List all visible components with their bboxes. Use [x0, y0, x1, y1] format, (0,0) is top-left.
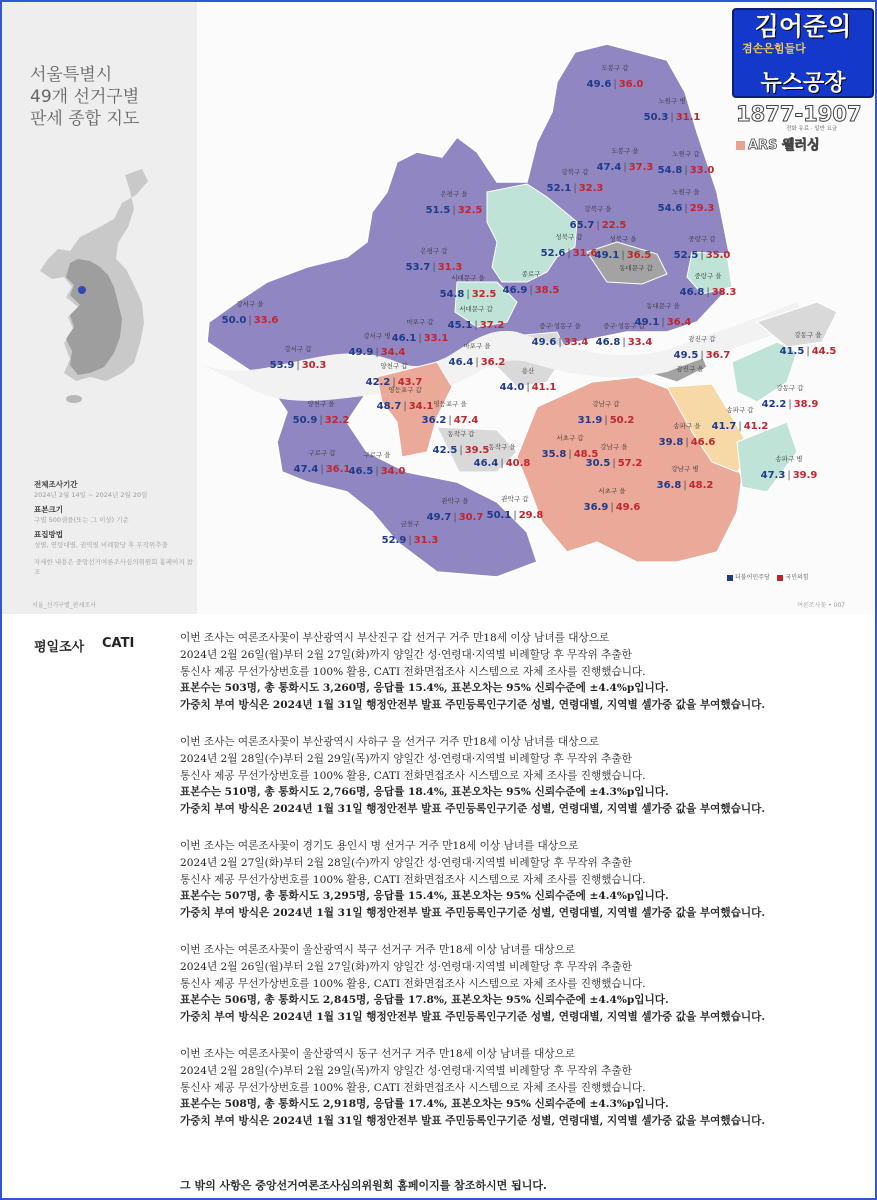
district-label	[422, 400, 479, 427]
survey-paragraph	[180, 1046, 870, 1130]
ppp-share: 35.0	[705, 250, 731, 261]
ppp-share: 38.5	[534, 285, 560, 296]
value-separator: |	[604, 415, 608, 426]
map-page	[2, 2, 875, 614]
district-label	[449, 342, 506, 369]
dem-share: 30.5	[585, 458, 611, 469]
district-name: 강북구 갑	[561, 168, 589, 176]
legend-dem: 더불어민주당	[735, 574, 770, 581]
dem-share: 54.6	[657, 203, 683, 214]
value-separator: |	[319, 415, 323, 426]
paragraph-line-bold: 표본수는 507명, 총 통화시도 3,295명, 응답률 15.4%, 표본오차는 95% 신뢰수준에 ±4.4%p입니다.	[180, 890, 669, 903]
ppp-share: 36.2	[480, 357, 506, 368]
ppp-share: 33.0	[689, 165, 715, 176]
district-name: 성북구 갑	[555, 233, 583, 241]
value-separator: |	[500, 458, 504, 469]
dem-share: 36.9	[583, 502, 609, 513]
value-separator: |	[612, 458, 616, 469]
district-name: 금천구	[400, 520, 420, 528]
paragraph-line-bold: 가중치 부여 방식은 2024년 1월 31일 행정안전부 발표 주민등록인구기준 성별, 연령대별, 지역별 셀가중 값을 부여했습니다.	[180, 803, 766, 816]
sample-size-value: 구별 500샘플(또는 그 이상) 기준	[34, 516, 129, 524]
district-name: 광진구 을	[676, 365, 704, 373]
ppp-share: 37.3	[628, 162, 654, 173]
dem-share: 49.5	[673, 350, 699, 361]
value-separator: |	[700, 250, 704, 261]
logo-line3: 뉴스공장	[760, 71, 846, 96]
ppp-share: 29.8	[518, 510, 544, 521]
survey-method-page	[2, 614, 875, 1198]
district-name: 양천구 을	[307, 400, 335, 408]
dem-share: 65.7	[569, 220, 595, 231]
district-label	[712, 406, 769, 433]
district-label	[440, 274, 497, 301]
dem-share: 47.3	[760, 470, 786, 481]
district-name: 노원구 을	[672, 188, 700, 196]
district-label	[426, 190, 483, 217]
value-separator: |	[806, 346, 810, 357]
paragraph-line: 통신사 제공 무선가상번호를 100% 활용, CATI 전화면접조사 시스템으로 자체 조사를 진행했습니다.	[180, 665, 646, 678]
district-name: 동대문구 을	[646, 302, 680, 310]
dem-share: 49.9	[348, 347, 374, 358]
dem-share: 46.8	[595, 337, 621, 348]
district-label	[500, 367, 557, 394]
district-label	[406, 247, 463, 274]
ppp-share: 47.4	[453, 415, 479, 426]
district-label	[658, 188, 715, 215]
sampling-method	[34, 530, 168, 550]
value-separator: |	[573, 183, 577, 194]
logo-line1: 김어준의	[754, 12, 852, 41]
district-name: 광진구 갑	[688, 335, 716, 343]
district-label	[586, 443, 643, 470]
survey-paragraph	[180, 942, 870, 1026]
value-separator: |	[621, 250, 625, 261]
district-name: 서초구 갑	[556, 434, 584, 442]
title-line: 49개 선거구별	[30, 87, 140, 107]
district-name: 노원구 갑	[672, 150, 700, 158]
value-separator: |	[296, 360, 300, 371]
ppp-share: 50.2	[609, 415, 635, 426]
district-name: 양천구 갑	[380, 362, 408, 370]
ppp-share: 38.9	[793, 399, 819, 410]
ppp-share: 36.5	[626, 250, 652, 261]
value-separator: |	[661, 317, 665, 328]
dem-share: 46.8	[679, 287, 705, 298]
district-label	[349, 451, 406, 478]
value-separator: |	[320, 464, 324, 475]
district-label	[293, 400, 350, 427]
ppp-share: 57.2	[617, 458, 643, 469]
district-label	[382, 520, 439, 547]
logo-phone-sub: 전화 유료 · 일반 요금	[786, 126, 838, 132]
value-separator: |	[596, 220, 600, 231]
dem-share: 42.2	[761, 399, 787, 410]
ppp-share: 38.3	[711, 287, 737, 298]
value-separator: |	[403, 401, 407, 412]
district-name: 용산	[521, 367, 535, 375]
legend-ppp: 국민의힘	[785, 574, 809, 581]
title-line: 판세 종합 지도	[30, 109, 140, 129]
paragraph-line: 2024년 2월 26일(월)부터 2월 27일(화)까지 양일간 성·연령대·지역별 비례할당 후 무작위 추출한	[180, 648, 632, 661]
ppp-share: 48.5	[573, 449, 599, 460]
dem-share: 49.6	[586, 79, 612, 90]
value-separator: |	[706, 287, 710, 298]
district-name: 영등포구 을	[433, 400, 467, 408]
sample-size	[34, 505, 129, 525]
paragraph-line: 통신사 제공 무선가상번호를 100% 활용, CATI 전화면접조사 시스템으로 자체 조사를 진행했습니다.	[180, 769, 646, 782]
dem-share: 42.5	[432, 445, 458, 456]
dem-share: 50.9	[292, 415, 318, 426]
dem-share: 41.7	[711, 421, 737, 432]
dem-share: 35.8	[541, 449, 567, 460]
ppp-share: 33.4	[627, 337, 653, 348]
value-separator: |	[623, 162, 627, 173]
survey-period-value: 2024년 2월 14일 ~ 2024년 2월 20일	[34, 491, 148, 499]
value-separator: |	[408, 535, 412, 546]
value-separator: |	[788, 399, 792, 410]
dem-share: 52.9	[381, 535, 407, 546]
district-name: 마포구 갑	[406, 318, 434, 326]
ppp-share: 32.3	[578, 183, 604, 194]
district-label	[644, 97, 701, 124]
paragraph-line: 이번 조사는 여론조사꽃이 울산광역시 동구 선거구 거주 만18세 이상 남녀를 대상으로	[180, 1048, 576, 1060]
district-label	[547, 168, 604, 195]
dem-share: 45.1	[447, 320, 473, 331]
ppp-share: 30.7	[458, 512, 484, 523]
value-separator: |	[670, 112, 674, 123]
district-label	[761, 455, 818, 482]
paragraph-line: 통신사 제공 무선가상번호를 100% 활용, CATI 전화면접조사 시스템으로 자체 조사를 진행했습니다.	[180, 977, 646, 990]
value-separator: |	[613, 79, 617, 90]
paragraph-line: 이번 조사는 여론조사꽃이 부산광역시 사하구 을 선거구 거주 만18세 이상 남녀를 대상으로	[180, 736, 599, 748]
closing-note: 그 밖의 사항은 중앙선거여론조사심의위원회 홈페이지를 참조하시면 됩니다.	[180, 1179, 547, 1192]
dem-share: 53.9	[269, 360, 295, 371]
value-separator: |	[558, 337, 562, 348]
dem-share: 52.1	[546, 183, 572, 194]
value-separator: |	[685, 437, 689, 448]
ppp-share: 46.6	[690, 437, 716, 448]
value-separator: |	[452, 205, 456, 216]
district-name: 은평구 갑	[420, 247, 448, 255]
value-separator: |	[622, 337, 626, 348]
dem-share: 46.9	[502, 285, 528, 296]
district-name: 중랑구 갑	[688, 235, 716, 243]
ppp-share: 31.3	[413, 535, 439, 546]
survey-paragraph	[180, 838, 870, 922]
district-name: 서대문구 갑	[459, 305, 493, 313]
broadcast-logo	[724, 2, 875, 162]
value-separator: |	[610, 502, 614, 513]
korea-peninsula-minimap	[30, 167, 160, 407]
value-separator: |	[466, 289, 470, 300]
dem-share: 54.8	[657, 165, 683, 176]
district-label	[674, 235, 731, 262]
paragraph-line-bold: 표본수는 510명, 총 통화시도 2,766명, 응답률 18.4%, 표본오차는 95% 신뢰수준에 ±4.3%p입니다.	[180, 786, 669, 799]
value-separator: |	[684, 203, 688, 214]
dem-share: 47.4	[596, 162, 622, 173]
value-separator: |	[375, 347, 379, 358]
value-separator: |	[684, 165, 688, 176]
district-label	[780, 331, 837, 358]
ppp-share: 30.3	[301, 360, 327, 371]
district-label	[570, 205, 627, 232]
district-name: 강남구 병	[671, 465, 699, 473]
value-separator: |	[529, 285, 533, 296]
ppp-share: 33.4	[563, 337, 589, 348]
survey-period-label: 전체조사기간	[34, 480, 78, 489]
paragraph-line: 2024년 2월 28일(수)부터 2월 29일(목)까지 양일간 성·연령대·지역별 비례할당 후 무작위 추출한	[180, 1064, 632, 1077]
dem-share: 49.1	[594, 250, 620, 261]
value-separator: |	[375, 466, 379, 477]
paragraph-line: 통신사 제공 무선가상번호를 100% 활용, CATI 전화면접조사 시스템으로 자체 조사를 진행했습니다.	[180, 1081, 646, 1094]
ppp-share: 34.1	[408, 401, 434, 412]
footer-right: 여론조사꽃 • 007	[797, 602, 845, 609]
district-name: 강남구 갑	[592, 400, 620, 408]
paragraph-line-bold: 표본수는 503명, 총 통화시도 3,260명, 응답률 15.4%, 표본오차는 95% 신뢰수준에 ±4.4%p입니다.	[180, 682, 669, 695]
paragraph-line: 2024년 2월 28일(수)부터 2월 29일(목)까지 양일간 성·연령대·지역별 비례할당 후 무작위 추출한	[180, 752, 632, 765]
map-title	[30, 64, 190, 130]
district-name: 동대문구 갑	[619, 264, 653, 272]
ppp-share: 36.4	[666, 317, 692, 328]
district-label	[596, 322, 653, 349]
value-separator: |	[683, 480, 687, 491]
dem-share: 48.7	[376, 401, 402, 412]
dem-share: 36.2	[421, 415, 447, 426]
dem-share: 36.8	[656, 480, 682, 491]
district-label	[584, 487, 641, 514]
district-label	[619, 264, 652, 272]
ppp-share: 29.3	[689, 203, 715, 214]
ppp-share: 31.1	[675, 112, 701, 123]
value-separator: |	[700, 350, 704, 361]
district-name: 서대문구 을	[451, 274, 485, 282]
district-label	[448, 305, 505, 332]
logo-line2: 겸손은힘들다	[742, 42, 806, 55]
dem-share: 49.7	[426, 512, 452, 523]
value-separator: |	[526, 382, 530, 393]
district-label	[674, 335, 731, 362]
dem-share: 50.3	[643, 112, 669, 123]
dem-share: 31.9	[577, 415, 603, 426]
district-label	[658, 150, 715, 177]
value-separator: |	[392, 377, 396, 388]
dem-share: 46.5	[348, 466, 374, 477]
dem-share: 52.5	[673, 250, 699, 261]
ppp-share: 43.7	[397, 377, 423, 388]
sampling-method-label: 표집방법	[34, 530, 63, 539]
district-name: 강서구 갑	[284, 345, 312, 353]
dem-share: 51.5	[425, 205, 451, 216]
district-label	[676, 365, 703, 373]
district-name: 구로구 갑	[308, 449, 336, 457]
ppp-share: 37.2	[479, 320, 505, 331]
district-label	[532, 322, 589, 349]
district-name: 성북구 을	[609, 235, 637, 243]
dem-share: 46.4	[473, 458, 499, 469]
district-name: 노원구 병	[658, 97, 686, 105]
dem-share: 39.8	[658, 437, 684, 448]
logo-ars	[736, 134, 820, 153]
district-name: 강서구 을	[236, 300, 264, 308]
paragraph-line-bold: 가중치 부여 방식은 2024년 1월 31일 행정안전부 발표 주민등록인구기준 성별, 연령대별, 지역별 셀가중 값을 부여했습니다.	[180, 907, 766, 920]
paragraph-line-bold: 표본수는 508명, 총 통화시도 2,918명, 응답률 17.4%, 표본오차는 95% 신뢰수준에 ±4.3%p입니다.	[180, 1098, 669, 1111]
ppp-share: 34.4	[380, 347, 406, 358]
paragraph-line: 2024년 2월 27일(화)부터 2월 28일(수)까지 양일간 성·연령대·지역별 비례할당 후 무작위 추출한	[180, 856, 632, 869]
logo-badge	[732, 8, 874, 98]
ppp-share: 44.5	[811, 346, 837, 357]
district-name: 종로구	[521, 270, 541, 278]
district-name: 도봉구 갑	[601, 64, 629, 72]
dem-share: 46.1	[391, 333, 417, 344]
ppp-share: 31.3	[437, 262, 463, 273]
value-separator: |	[453, 512, 457, 523]
sampling-method-value: 성별, 연령대별, 권역별 비례할당 후 무작위추출	[34, 541, 168, 549]
left-info-panel	[2, 2, 197, 614]
district-label	[541, 233, 598, 260]
value-separator: |	[787, 470, 791, 481]
paragraph-line: 이번 조사는 여론조사꽃이 경기도 용인시 병 선거구 거주 만18세 이상 남녀를 대상으로	[180, 840, 579, 852]
ppp-share: 39.9	[792, 470, 818, 481]
footer-left: 서울_선거구별_판세조사	[32, 602, 96, 609]
ppp-share: 49.6	[615, 502, 641, 513]
value-separator: |	[513, 510, 517, 521]
district-name: 관악구 을	[441, 497, 469, 505]
district-name: 송파구 갑	[726, 406, 754, 414]
district-name: 동작구 을	[488, 443, 516, 451]
legend	[727, 572, 809, 581]
ppp-share: 22.5	[601, 220, 627, 231]
district-label	[597, 147, 654, 174]
district-label	[587, 64, 644, 91]
value-separator: |	[248, 315, 252, 326]
method-value: CATI	[102, 636, 135, 651]
district-name: 강북구 을	[584, 205, 612, 213]
dem-share: 53.7	[405, 262, 431, 273]
dem-share: 50.1	[486, 510, 512, 521]
paragraph-line-bold: 표본수는 506명, 총 통화시도 2,845명, 응답률 17.8%, 표본오차는 95% 신뢰수준에 ±4.4%p입니다.	[180, 994, 669, 1007]
paragraph-line: 2024년 2월 26일(월)부터 2월 27일(화)까지 양일간 성·연령대·지역별 비례할당 후 무작위 추출한	[180, 960, 632, 973]
district-name: 중구·성동구 을	[539, 322, 581, 330]
dem-share: 49.1	[634, 317, 660, 328]
district-label	[349, 332, 406, 359]
paragraph-line: 이번 조사는 여론조사꽃이 울산광역시 북구 선거구 거주 만18세 이상 남녀를 대상으로	[180, 944, 576, 956]
ppp-share: 40.8	[505, 458, 531, 469]
district-name: 강동구 을	[794, 331, 822, 339]
ppp-share: 36.7	[705, 350, 731, 361]
value-separator: |	[459, 445, 463, 456]
ppp-share: 36.0	[618, 79, 644, 90]
dem-share: 42.2	[365, 377, 391, 388]
district-label	[659, 422, 716, 449]
district-label	[762, 384, 819, 411]
district-label	[595, 235, 652, 262]
district-name: 강동구 갑	[776, 384, 804, 392]
value-separator: |	[738, 421, 742, 432]
ppp-share: 41.2	[743, 421, 769, 432]
district-name: 은평구 을	[440, 190, 468, 198]
dem-share: 54.8	[439, 289, 465, 300]
paragraph-line-bold: 가중치 부여 방식은 2024년 1월 31일 행정안전부 발표 주민등록인구기준 성별, 연령대별, 지역별 셀가중 값을 부여했습니다.	[180, 1011, 766, 1024]
district-name: 마포구 을	[463, 342, 491, 350]
dem-share: 46.4	[448, 357, 474, 368]
district-label	[474, 443, 531, 470]
title-line: 서울특별시	[30, 65, 113, 85]
dem-share: 49.6	[531, 337, 557, 348]
district-label	[270, 345, 327, 372]
value-separator: |	[448, 415, 452, 426]
ppp-share: 41.1	[531, 382, 557, 393]
district-name: 중구·성동구 갑	[603, 322, 645, 330]
district-label	[294, 449, 351, 476]
logo-phone: 1877-1907	[736, 102, 862, 126]
value-separator: |	[418, 333, 422, 344]
district-name: 관악구 갑	[501, 495, 529, 503]
district-name: 영등포구 갑	[388, 386, 422, 394]
district-name: 동작구 갑	[447, 430, 475, 438]
district-label	[657, 465, 714, 492]
ppp-share: 32.2	[324, 415, 350, 426]
ppp-share: 32.5	[457, 205, 483, 216]
survey-paragraph	[180, 734, 870, 818]
logo-ars-label: ARS 웰러싱	[748, 138, 820, 153]
district-name: 구로구 을	[363, 451, 391, 459]
ppp-share: 48.2	[688, 480, 714, 491]
method-label: 평일조사	[34, 640, 85, 655]
district-label	[366, 362, 423, 389]
dem-share: 50.0	[221, 315, 247, 326]
ppp-share: 31.6	[572, 248, 598, 259]
district-label	[578, 400, 635, 427]
ppp-share: 33.1	[423, 333, 449, 344]
ppp-share: 34.0	[380, 466, 406, 477]
value-separator: |	[474, 320, 478, 331]
paragraph-line: 통신사 제공 무선가상번호를 100% 활용, CATI 전화면접조사 시스템으로 자체 조사를 진행했습니다.	[180, 873, 646, 886]
survey-period	[34, 480, 147, 500]
district-name: 서초구 을	[598, 487, 626, 495]
district-label	[487, 495, 544, 522]
district-name: 중랑구 을	[694, 272, 722, 280]
district-label	[222, 300, 279, 327]
ppp-share: 36.1	[325, 464, 351, 475]
district-label	[503, 270, 560, 297]
value-separator: |	[568, 449, 572, 460]
paragraph-line-bold: 가중치 부여 방식은 2024년 1월 31일 행정안전부 발표 주민등록인구기준 성별, 연령대별, 지역별 셀가중 값을 부여했습니다.	[180, 1115, 766, 1128]
ppp-share: 32.5	[471, 289, 497, 300]
value-separator: |	[567, 248, 571, 259]
district-label	[680, 272, 737, 299]
dem-share: 47.4	[293, 464, 319, 475]
dem-share: 52.6	[540, 248, 566, 259]
paragraph-line: 이번 조사는 여론조사꽃이 부산광역시 부산진구 갑 선거구 거주 만18세 이상 남녀를 대상으로	[180, 632, 610, 644]
paragraph-line-bold: 가중치 부여 방식은 2024년 1월 31일 행정안전부 발표 주민등록인구기준 성별, 연령대별, 지역별 셀가중 값을 부여했습니다.	[180, 699, 766, 712]
dem-share: 41.5	[779, 346, 805, 357]
source-note: 자세한 내용은 중앙선거여론조사심의위원회 홈페이지 참조	[34, 558, 193, 576]
sample-size-label: 표본크기	[34, 505, 63, 514]
value-separator: |	[432, 262, 436, 273]
ppp-share: 33.6	[253, 315, 279, 326]
district-name: 강남구 을	[600, 443, 628, 451]
value-separator: |	[475, 357, 479, 368]
dem-share: 44.0	[499, 382, 525, 393]
district-name: 강서구 병	[363, 332, 391, 340]
ppp-share: 39.5	[464, 445, 490, 456]
district-name: 송파구 병	[775, 455, 803, 463]
district-name: 송파구 을	[673, 422, 701, 430]
survey-paragraph	[180, 630, 870, 714]
district-name: 도봉구 을	[611, 147, 639, 155]
